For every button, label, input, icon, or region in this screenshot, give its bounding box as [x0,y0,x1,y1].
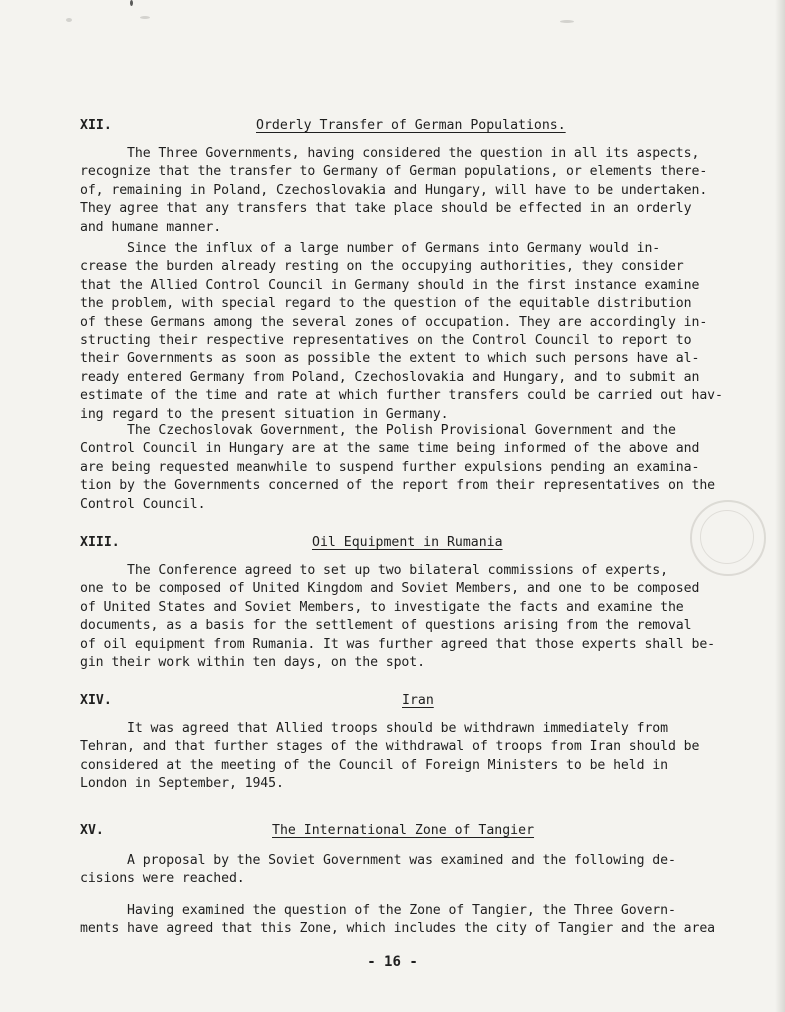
paragraph [80,145,730,237]
ink-smudge [140,16,150,19]
text-line: crease the burden already resting on the occupying authorities, they consider [80,259,684,275]
text-line: The Conference agreed to set up two bilateral commissions of experts, [80,563,668,578]
text-line: of United States and Soviet Members, to investigate the facts and examine the [80,599,684,615]
ink-smudge [130,0,133,6]
text-line: ready entered Germany from Poland, Czechoslovakia and Hungary, and to submit an [80,369,700,385]
text-line: Control Council. [80,496,206,512]
text-line: recognize that the transfer to Germany of German populations, or elements there- [80,164,708,180]
text-line: They agree that any transfers that take place should be effected in an orderly [80,201,692,217]
page-edge-shadow [775,0,785,1012]
text-line: Tehran, and that further stages of the withdrawal of troops from Iran should be [80,739,700,755]
section-number: XIII. [80,535,120,550]
text-line: of oil equipment from Rumania. It was further agreed that those experts shall be- [80,636,716,652]
text-line: of, remaining in Poland, Czechoslovakia and Hungary, will have to be undertaken. [80,182,708,198]
section-title: Iran [402,693,434,708]
paragraph [80,902,730,939]
text-line: The Czechoslovak Government, the Polish Provisional Government and the [80,423,676,438]
section-title: Oil Equipment in Rumania [312,535,503,550]
text-line: ing regard to the present situation in Germany. [80,406,449,422]
section-heading [80,532,720,554]
text-line: tion by the Governments concerned of the report from their representatives on the [80,478,716,494]
section-heading [80,115,720,137]
section-title: Orderly Transfer of German Populations. [256,118,566,133]
section-title: The International Zone of Tangier [272,823,535,838]
text-line: A proposal by the Soviet Government was examined and the following de- [80,853,676,868]
text-line: Having examined the question of the Zone of Tangier, the Three Govern- [80,903,676,918]
text-line: Control Council in Hungary are at the same time being informed of the above and [80,441,700,457]
section-number: XV. [80,823,104,838]
text-line: The Three Governments, having considered the question in all its aspects, [80,146,700,161]
text-line: cisions were reached. [80,871,245,887]
text-line: It was agreed that Allied troops should be withdrawn immediately from [80,721,668,736]
section-heading [80,690,720,712]
paragraph [80,562,730,672]
ink-smudge [560,20,574,23]
text-line: considered at the meeting of the Council of Foreign Ministers to be held in [80,757,668,773]
section-number: XII. [80,118,112,133]
text-line: of these Germans among the several zones of occupation. They are accordingly in- [80,314,708,330]
text-line: documents, as a basis for the settlement of questions arising from the removal [80,618,692,634]
text-line: gin their work within ten days, on the spot. [80,655,425,671]
text-line: are being requested meanwhile to suspend further expulsions pending an examina- [80,459,700,475]
section-heading [80,820,720,842]
section-number: XIV. [80,693,112,708]
text-line: one to be composed of United Kingdom and Soviet Members, and one to be composed [80,581,700,597]
paragraph [80,852,730,889]
text-line: structing their respective representatives on the Control Council to report to [80,333,692,349]
text-line: and humane manner. [80,219,222,235]
text-line: Since the influx of a large number of Germans into Germany would in- [80,241,661,256]
paragraph [80,240,730,424]
paragraph [80,720,730,794]
text-line: London in September, 1945. [80,776,284,792]
page-number: - 16 - [367,954,418,970]
text-line: estimate of the time and rate at which further transfers could be carried out hav- [80,388,723,404]
text-line: that the Allied Control Council in Germany should in the first instance examine [80,277,700,293]
text-line: ments have agreed that this Zone, which includes the city of Tangier and the area [80,921,716,937]
text-line: the problem, with special regard to the question of the equitable distribution [80,296,692,312]
ink-smudge [66,18,72,22]
text-line: their Governments as soon as possible the extent to which such persons have al- [80,351,700,367]
paragraph [80,422,730,514]
